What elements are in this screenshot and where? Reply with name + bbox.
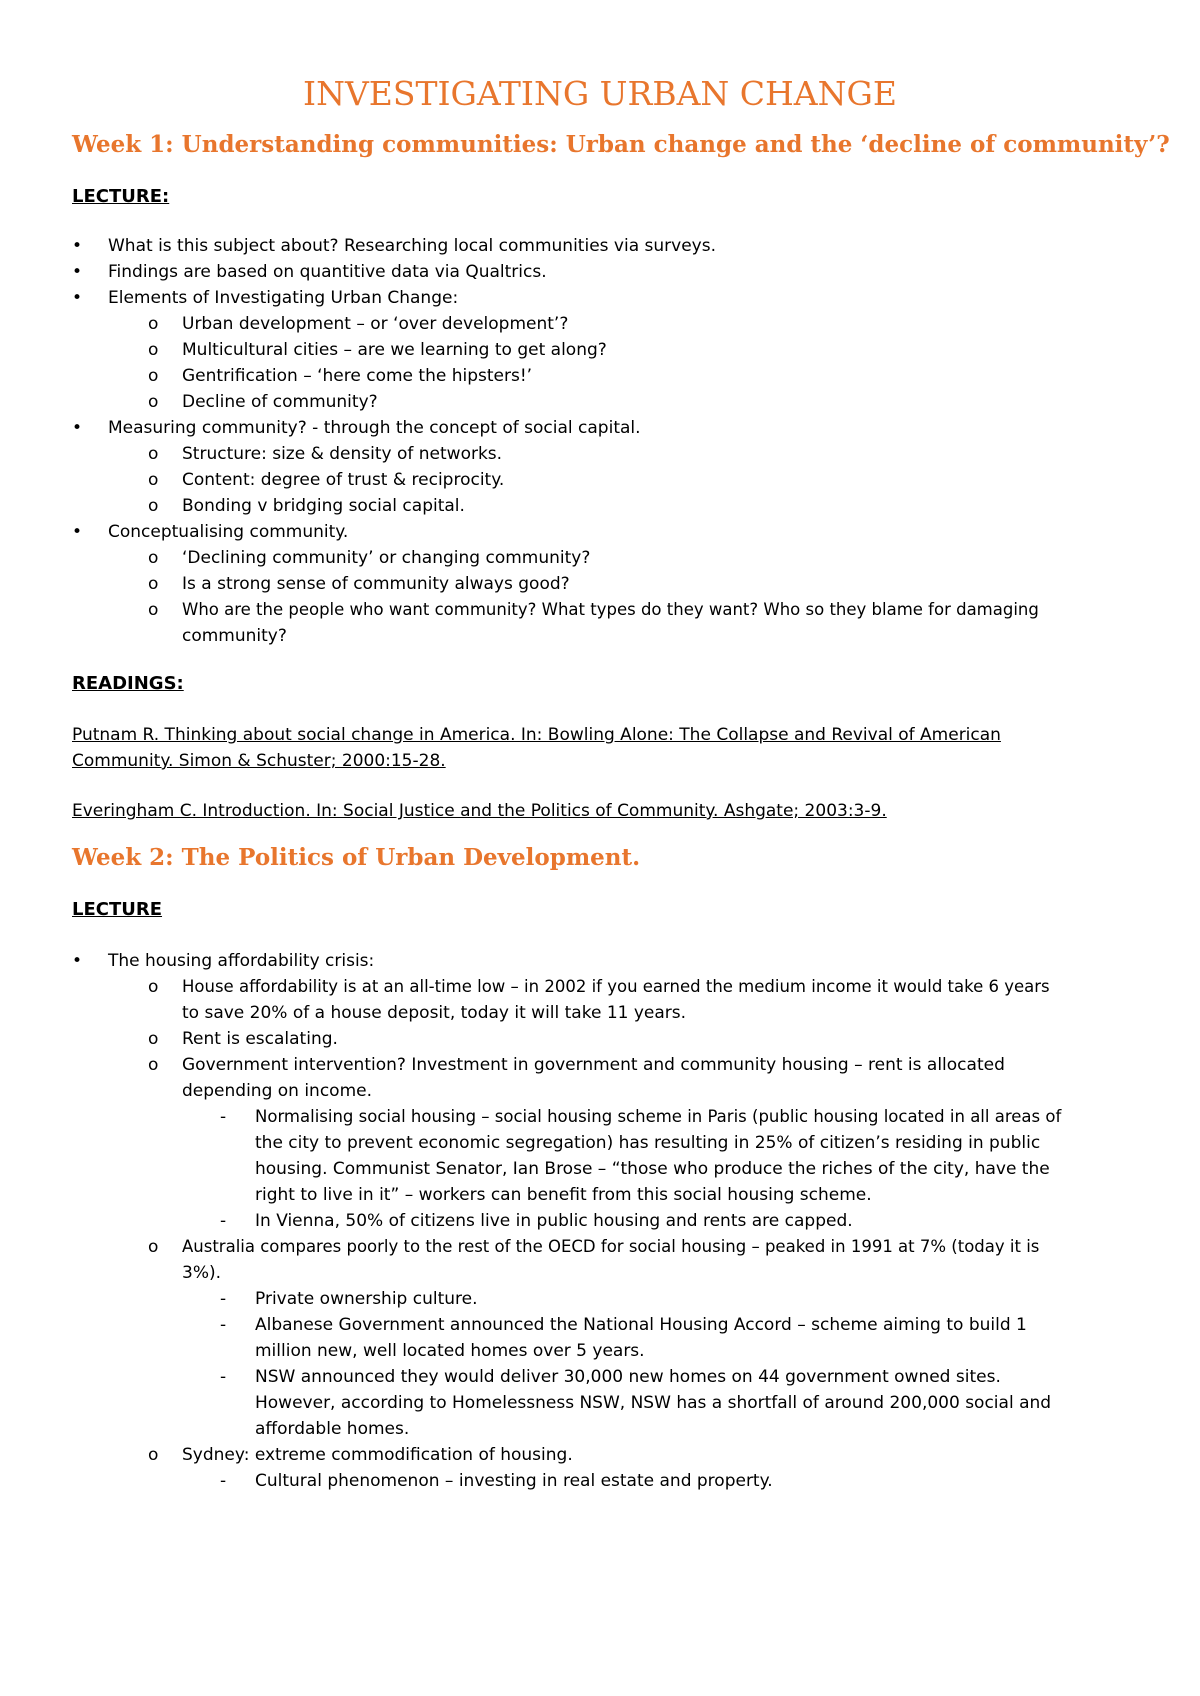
list-item-continuation: million new, well located homes over 5 years. bbox=[255, 1341, 645, 1361]
list-item: Content: degree of trust & reciprocity. bbox=[182, 470, 505, 490]
circle-marker: o bbox=[148, 1055, 159, 1075]
list-item: The housing affordability crisis: bbox=[108, 951, 375, 971]
list-item: Albanese Government announced the National Housing Accord – scheme aiming to build 1 bbox=[255, 1315, 1027, 1335]
circle-marker: o bbox=[148, 1029, 159, 1049]
bullet-marker: • bbox=[72, 262, 83, 282]
list-item: Multicultural cities – are we learning to get along? bbox=[182, 340, 607, 360]
list-item: Private ownership culture. bbox=[255, 1289, 478, 1309]
circle-marker: o bbox=[148, 314, 159, 334]
list-item-continuation: to save 20% of a house deposit, today it will take 11 years. bbox=[182, 1003, 687, 1023]
bullet-marker: • bbox=[72, 418, 83, 438]
list-item: Measuring community? - through the concept of social capital. bbox=[108, 418, 641, 438]
dash-marker: - bbox=[220, 1107, 227, 1127]
list-item-continuation: 3%). bbox=[182, 1263, 222, 1283]
circle-marker: o bbox=[148, 600, 159, 620]
circle-marker: o bbox=[148, 574, 159, 594]
list-item: Bonding v bridging social capital. bbox=[182, 496, 465, 516]
list-item: Urban development – or ‘over development’? bbox=[182, 314, 569, 334]
list-item-continuation: the city to prevent economic segregation) has resulting in 25% of citizen’s residing in public bbox=[255, 1133, 1041, 1153]
list-item-continuation: community? bbox=[182, 626, 287, 646]
week1-readings-label: READINGS: bbox=[72, 673, 184, 694]
list-item-continuation: right to live in it” – workers can benefit from this social housing scheme. bbox=[255, 1185, 872, 1205]
list-item: Australia compares poorly to the rest of the OECD for social housing – peaked in 1991 at 7% (today it is bbox=[182, 1237, 1040, 1256]
dash-marker: - bbox=[220, 1367, 227, 1387]
dash-marker: - bbox=[220, 1315, 227, 1335]
bullet-marker: • bbox=[72, 288, 83, 308]
list-item: Structure: size & density of networks. bbox=[182, 444, 503, 464]
list-item-continuation: depending on income. bbox=[182, 1081, 373, 1101]
list-item: Decline of community? bbox=[182, 392, 378, 412]
bullet-marker: • bbox=[72, 522, 83, 542]
circle-marker: o bbox=[148, 496, 159, 516]
circle-marker: o bbox=[148, 366, 159, 386]
circle-marker: o bbox=[148, 1237, 159, 1257]
circle-marker: o bbox=[148, 548, 159, 568]
reading-reference: Putnam R. Thinking about social change in America. In: Bowling Alone: The Collapse and Revival of American bbox=[72, 725, 1001, 745]
circle-marker: o bbox=[148, 470, 159, 490]
week1-heading: Week 1: Understanding communities: Urban change and the ‘decline of community’? bbox=[72, 131, 1170, 158]
list-item: House affordability is at an all-time low – in 2002 if you earned the medium income it would take 6 years bbox=[182, 977, 1050, 996]
list-item: Cultural phenomenon – investing in real estate and property. bbox=[255, 1471, 773, 1491]
list-item: What is this subject about? Researching local communities via surveys. bbox=[108, 236, 716, 256]
dash-marker: - bbox=[220, 1471, 227, 1491]
reading-reference: Everingham C. Introduction. In: Social Justice and the Politics of Community. Ashgate; 2003:3-9. bbox=[72, 801, 887, 821]
list-item-continuation: affordable homes. bbox=[255, 1419, 410, 1439]
dash-marker: - bbox=[220, 1289, 227, 1309]
list-item: ‘Declining community’ or changing community? bbox=[182, 548, 591, 568]
reading-reference-continuation: Community. Simon & Schuster; 2000:15-28. bbox=[72, 751, 446, 771]
list-item: Government intervention? Investment in government and community housing – rent is allocated bbox=[182, 1055, 1005, 1075]
list-item: Elements of Investigating Urban Change: bbox=[108, 288, 459, 308]
bullet-marker: • bbox=[72, 236, 83, 256]
circle-marker: o bbox=[148, 392, 159, 412]
circle-marker: o bbox=[148, 1445, 159, 1465]
document-title: INVESTIGATING URBAN CHANGE bbox=[303, 74, 897, 113]
list-item: In Vienna, 50% of citizens live in public housing and rents are capped. bbox=[255, 1211, 853, 1231]
week2-heading: Week 2: The Politics of Urban Development. bbox=[72, 844, 641, 871]
list-item: Sydney: extreme commodification of housing. bbox=[182, 1445, 573, 1465]
list-item: Is a strong sense of community always good? bbox=[182, 574, 570, 594]
list-item: Conceptualising community. bbox=[108, 522, 349, 542]
circle-marker: o bbox=[148, 977, 159, 997]
list-item: Who are the people who want community? What types do they want? Who so they blame for damaging bbox=[182, 600, 1039, 619]
week2-lecture-label: LECTURE bbox=[72, 899, 163, 920]
week1-lecture-label: LECTURE: bbox=[72, 186, 170, 207]
circle-marker: o bbox=[148, 340, 159, 360]
list-item-continuation: housing. Communist Senator, Ian Brose – “those who produce the riches of the city, have the bbox=[255, 1159, 1050, 1179]
bullet-marker: • bbox=[72, 951, 83, 971]
circle-marker: o bbox=[148, 444, 159, 464]
dash-marker: - bbox=[220, 1211, 227, 1231]
list-item: Normalising social housing – social housing scheme in Paris (public housing located in all areas of bbox=[255, 1107, 1062, 1126]
list-item: Gentrification – ‘here come the hipsters!’ bbox=[182, 366, 533, 386]
list-item: Rent is escalating. bbox=[182, 1029, 338, 1049]
list-item: Findings are based on quantitive data via Qualtrics. bbox=[108, 262, 547, 282]
list-item-continuation: However, according to Homelessness NSW, NSW has a shortfall of around 200,000 social and bbox=[255, 1393, 1052, 1413]
list-item: NSW announced they would deliver 30,000 new homes on 44 government owned sites. bbox=[255, 1367, 1001, 1387]
